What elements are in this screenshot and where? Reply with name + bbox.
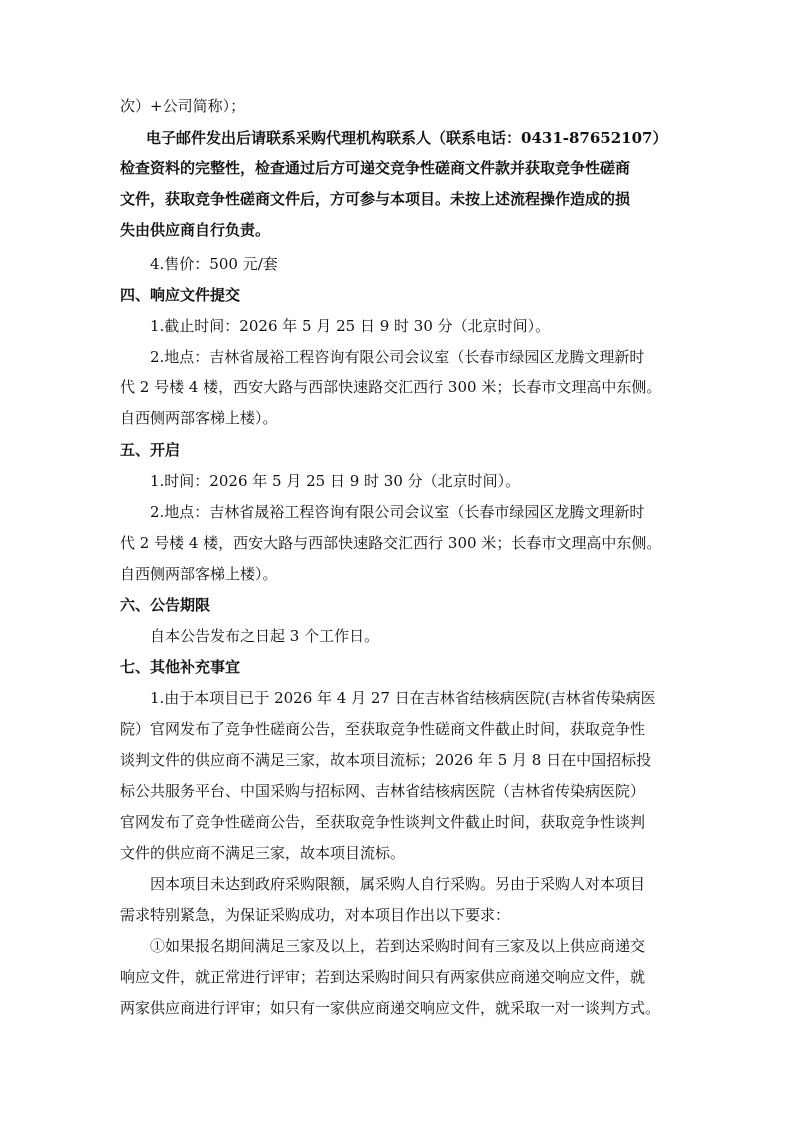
opening-place-line-1: 2.地点：吉林省晟裕工程咨询有限公司会议室（长春市绿园区龙腾文理新时	[150, 503, 645, 521]
supplement-p1-line-3: 谈判文件的供应商不满足三家，故本项目流标；2026 年 5 月 8 日在中国招标投	[120, 751, 652, 769]
supplement-p1-line-2: 院）官网发布了竞争性磋商公告，至获取竞争性磋商文件截止时间，获取竞争性	[120, 720, 646, 738]
price-line: 4.售价：500 元/套	[150, 255, 278, 273]
section-6-heading: 六、公告期限	[120, 596, 211, 614]
supplement-p3-line-1: ①如果报名期间满足三家及以上，若到达采购时间有三家及以上供应商递交	[150, 937, 646, 955]
submission-place-line-1: 2.地点：吉林省晟裕工程咨询有限公司会议室（长春市绿园区龙腾文理新时	[150, 348, 645, 366]
continuation-line: 次）+公司简称）；	[120, 97, 246, 115]
opening-place-line-2: 代 2 号楼 4 楼，西安大路与西部快速路交汇西行 300 米；长春市文理高中东侧。	[120, 534, 662, 552]
supplement-p1-line-1: 1.由于本项目已于 2026 年 4 月 27 日在吉林省结核病医院(吉林省传染病医	[150, 689, 656, 707]
supplement-p2-line-1: 因本项目未达到政府采购限额，属采购人自行采购。另由于采购人对本项目	[150, 875, 646, 893]
submission-deadline: 1.截止时间：2026 年 5 月 25 日 9 时 30 分（北京时间）。	[150, 317, 551, 335]
supplement-p3-line-3: 两家供应商进行评审；如只有一家供应商递交响应文件，就采取一对一谈判方式。	[120, 999, 661, 1017]
supplement-p1-line-4: 标公共服务平台、中国采购与招标网、吉林省结核病医院（吉林省传染病医院）	[120, 782, 646, 800]
supplement-p3-line-2: 响应文件，就正常进行评审；若到达采购时间只有两家供应商递交响应文件，就	[120, 968, 646, 986]
section-5-heading: 五、开启	[120, 441, 181, 459]
opening-time: 1.时间：2026 年 5 月 25 日 9 时 30 分（北京时间）。	[150, 472, 521, 490]
section-7-heading: 七、其他补充事宜	[120, 658, 241, 676]
supplement-p1-line-6: 文件的供应商不满足三家，故本项目流标。	[120, 844, 406, 862]
submission-place-line-2: 代 2 号楼 4 楼，西安大路与西部快速路交汇西行 300 米；长春市文理高中东侧。	[120, 378, 662, 396]
supplement-p2-line-2: 需求特别紧急，为保证采购成功，对本项目作出以下要求：	[120, 906, 511, 924]
supplement-p1-line-5: 官网发布了竞争性磋商公告，至获取竞争性谈判文件截止时间，获取竞争性谈判	[120, 813, 646, 831]
email-paragraph-line-3: 文件，获取竞争性磋商文件后，方可参与本项目。未按上述流程操作造成的损	[120, 190, 631, 208]
notice-period-text: 自本公告发布之日起 3 个工作日。	[150, 627, 380, 645]
email-paragraph-line-1: 电子邮件发出后请联系采购代理机构联系人（联系电话：0431-87652107）	[146, 129, 668, 147]
email-paragraph-line-2: 检查资料的完整性，检查通过后方可递交竞争性磋商文件款并获取竞争性磋商	[120, 159, 631, 177]
email-paragraph-line-4: 失由供应商自行负责。	[120, 221, 271, 239]
submission-place-line-3: 自西侧两部客梯上楼）。	[120, 409, 278, 427]
section-4-heading: 四、响应文件提交	[120, 286, 241, 304]
opening-place-line-3: 自西侧两部客梯上楼）。	[120, 565, 278, 583]
